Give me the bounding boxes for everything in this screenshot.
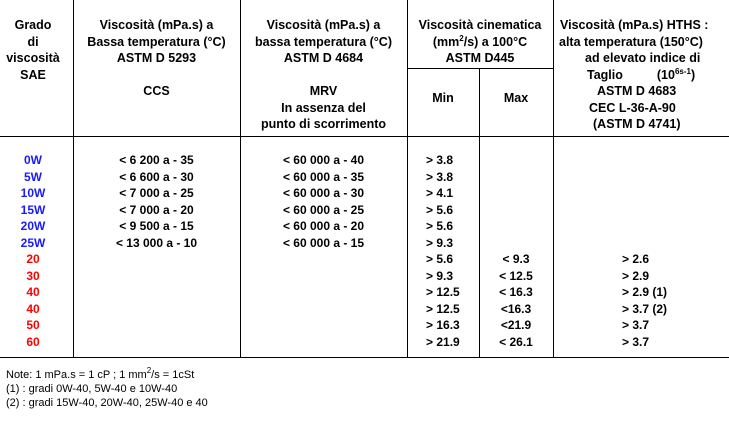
- sae-grade: 20W: [20, 219, 46, 233]
- note-1: (1) : gradi 0W-40, 5W-40 e 10W-40: [6, 383, 178, 395]
- header-mrv: [240, 17, 407, 133]
- header-ccs: [73, 17, 240, 100]
- mrv-value: < 60 000 a - 20: [282, 219, 365, 233]
- hths-value: > 3.7 (2): [622, 301, 668, 316]
- ccs-value: < 7 000 a - 20: [119, 202, 194, 217]
- sae-grade: 5W: [24, 169, 42, 184]
- header-line: punto di scorrimento: [261, 117, 386, 131]
- header-line: $(mm^2/s)$ a 100°C: [432, 33, 528, 49]
- header-line: Viscosità cinematica: [418, 18, 542, 32]
- min-value: > 9.3: [426, 235, 454, 250]
- hths-value: > 2.9 (1): [622, 285, 668, 299]
- header-line: ASTM D 4684: [283, 51, 364, 65]
- max-value: < 26.1: [499, 334, 533, 349]
- max-value: < 12.5: [499, 268, 533, 283]
- mrv-value: < 60 000 a - 15: [282, 235, 365, 250]
- ccs-value: < 9 500 a - 15: [119, 219, 194, 233]
- sae-grade: 40: [26, 301, 40, 316]
- footnotes: [6, 368, 208, 410]
- header-line: In assenza del: [281, 100, 366, 115]
- header-line: Grado: [14, 18, 52, 32]
- mrv-value: < 60 000 a - 30: [282, 186, 365, 200]
- ccs-value: < 7 000 a - 25: [119, 186, 194, 200]
- table-bottom-border: [0, 357, 729, 358]
- min-value: > 3.8: [426, 153, 454, 167]
- header-line: [73, 67, 240, 84]
- sae-grade: 25W: [20, 235, 46, 250]
- hths-value: > 3.7: [622, 334, 650, 349]
- min-value: > 12.5: [426, 301, 460, 316]
- sae-grade: 0W: [24, 153, 42, 167]
- hths-value: > 3.7: [622, 318, 650, 332]
- header-line: MRV: [309, 84, 338, 98]
- header-line: di: [27, 34, 39, 49]
- header-line: ASTM D 4683: [597, 84, 677, 98]
- sae-grade: 40: [26, 285, 40, 299]
- mrv-value: < 60 000 a - 25: [282, 202, 365, 217]
- min-value: > 16.3: [426, 318, 460, 332]
- header-line: ad elevato indice di: [585, 51, 701, 65]
- hths-value: > 2.6: [622, 252, 650, 266]
- header-line: Viscosità (mPa.s) a: [266, 18, 381, 32]
- header-line: Viscosità (mPa.s) HTHS :: [560, 18, 709, 32]
- sae-grade: 20: [26, 252, 40, 266]
- header-max: Max: [503, 91, 529, 105]
- note-units: Note: 1 mPa.s = 1 cP ; 1 $mm^2/s = 1cSt$: [6, 366, 195, 381]
- header-line: viscosità: [6, 51, 60, 65]
- header-line: Viscosità (mPa.s) a: [99, 18, 214, 32]
- header-line: ASTM D 5293: [116, 51, 197, 65]
- min-value: > 4.1: [426, 186, 454, 200]
- sae-grade: 30: [26, 268, 40, 283]
- subheader-divider: [407, 68, 553, 69]
- ccs-value: < 13 000 a - 10: [115, 235, 198, 250]
- max-value: < 9.3: [502, 252, 530, 266]
- header-min: Min: [432, 91, 454, 105]
- mrv-value: < 60 000 a - 40: [282, 153, 365, 167]
- header-kinematic: [407, 17, 553, 67]
- header-line: SAE: [20, 67, 46, 82]
- header-line: (ASTM D 4741): [593, 117, 681, 131]
- min-value: > 9.3: [426, 268, 454, 283]
- max-value: < 16.3: [499, 285, 533, 299]
- sae-grade: 10W: [20, 186, 46, 200]
- header-line: Taglio $(10^{6s-1})$: [587, 66, 696, 82]
- max-value: <21.9: [500, 318, 532, 332]
- note-2: (2) : gradi 15W-40, 20W-40, 25W-40 e 40: [6, 397, 208, 409]
- header-line: CEC L-36-A-90: [589, 100, 676, 115]
- ccs-value: < 6 200 a - 35: [119, 153, 194, 167]
- header-line: [240, 67, 407, 84]
- header-grade: [0, 17, 66, 83]
- min-value: > 5.6: [426, 252, 454, 266]
- min-value: > 5.6: [426, 202, 454, 217]
- min-value: > 12.5: [426, 285, 460, 299]
- sae-grade: 50: [26, 318, 40, 332]
- hths-value: > 2.9: [622, 268, 650, 283]
- header-line: alta temperatura (150°C): [559, 34, 703, 49]
- header-divider: [0, 136, 729, 137]
- max-value: <16.3: [500, 301, 532, 316]
- ccs-value: < 6 600 a - 30: [119, 169, 194, 184]
- sae-grade: 15W: [20, 202, 46, 217]
- header-line: Bassa temperatura (°C): [87, 34, 226, 49]
- min-value: > 3.8: [426, 169, 454, 184]
- header-line: bassa temperatura (°C): [255, 34, 392, 49]
- header-hths: [553, 17, 729, 133]
- header-line: ASTM D445: [445, 51, 515, 65]
- header-line: CCS: [143, 84, 170, 98]
- mrv-value: < 60 000 a - 35: [282, 169, 365, 184]
- min-value: > 21.9: [426, 334, 460, 349]
- min-value: > 5.6: [426, 219, 454, 233]
- sae-grade: 60: [26, 334, 40, 349]
